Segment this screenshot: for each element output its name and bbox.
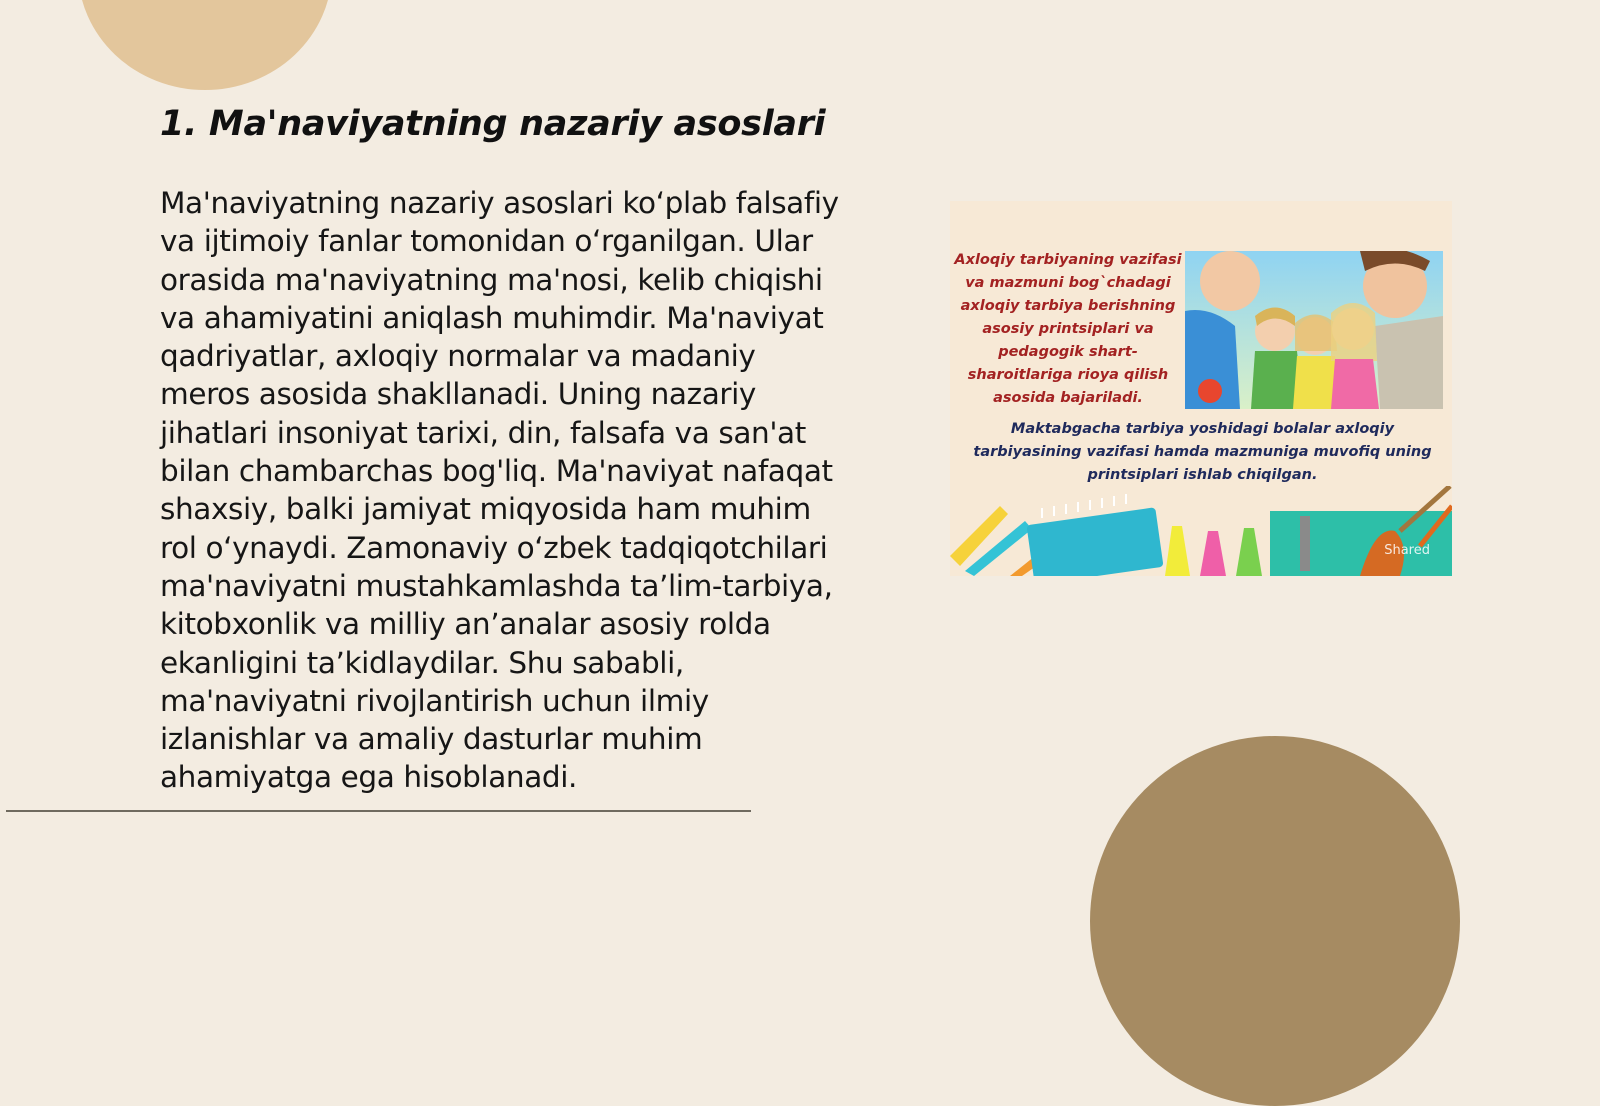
- decorative-circle-top: [78, 0, 332, 90]
- slide-body-text: Ma'naviyatning nazariy asoslari koʻplab falsafiy va ijtimoiy fanlar tomonidan oʻrganilgan. Ular orasida ma'naviyatning ma'nosi, kelib chiqishi va ahamiyatini aniqlash muhimdir. Ma'naviyat qadriyatlar, axloqiy normalar va madaniy meros asosida shakllanadi. Uning nazariy jihatlari insoniyat tarixi, din, falsafa va san'at bilan chambarchas bog'liq. Ma'naviyat nafaqat shaxsiy, balki jamiyat miqyosida ham muhim rol oʻynaydi. Zamonaviy oʻzbek tadqiqotchilari ma'naviyatni mustahkamlashda ta’lim-tarbiya, kitobxonlik va milliy an’analar asosiy rolda ekanligini ta’kidlaydilar. Shu sababli, ma'naviyatni rivojlantirish uchun ilmiy izlanishlar va amaliy dasturlar muhim ahamiyatga ega hisoblanadi.: [160, 186, 839, 795]
- watermark-text: Shared: [1384, 543, 1430, 558]
- children-photo: [1185, 251, 1443, 409]
- slide-title: 1. Ma'naviyatning nazariy asoslari: [160, 104, 826, 144]
- divider-line: [6, 810, 751, 812]
- decorative-circle-bottom: [1090, 736, 1460, 1106]
- image-caption-top: Axloqiy tarbiyaning vazifasi va mazmuni bog`chadagi axloqiy tarbiya berishning asosiy printsiplari va pedagogik shart-sharoitlariga rioya qilish asosida bajariladi.: [954, 252, 1182, 406]
- school-supplies-graphic: [950, 486, 1452, 576]
- illustration-image: [950, 201, 1452, 576]
- image-caption-bottom: Maktabgacha tarbiya yoshidagi bolalar axloqiy tarbiyasining vazifasi hamda mazmuniga muvofiq uning printsiplari ishlab chiqilgan.: [973, 421, 1432, 483]
